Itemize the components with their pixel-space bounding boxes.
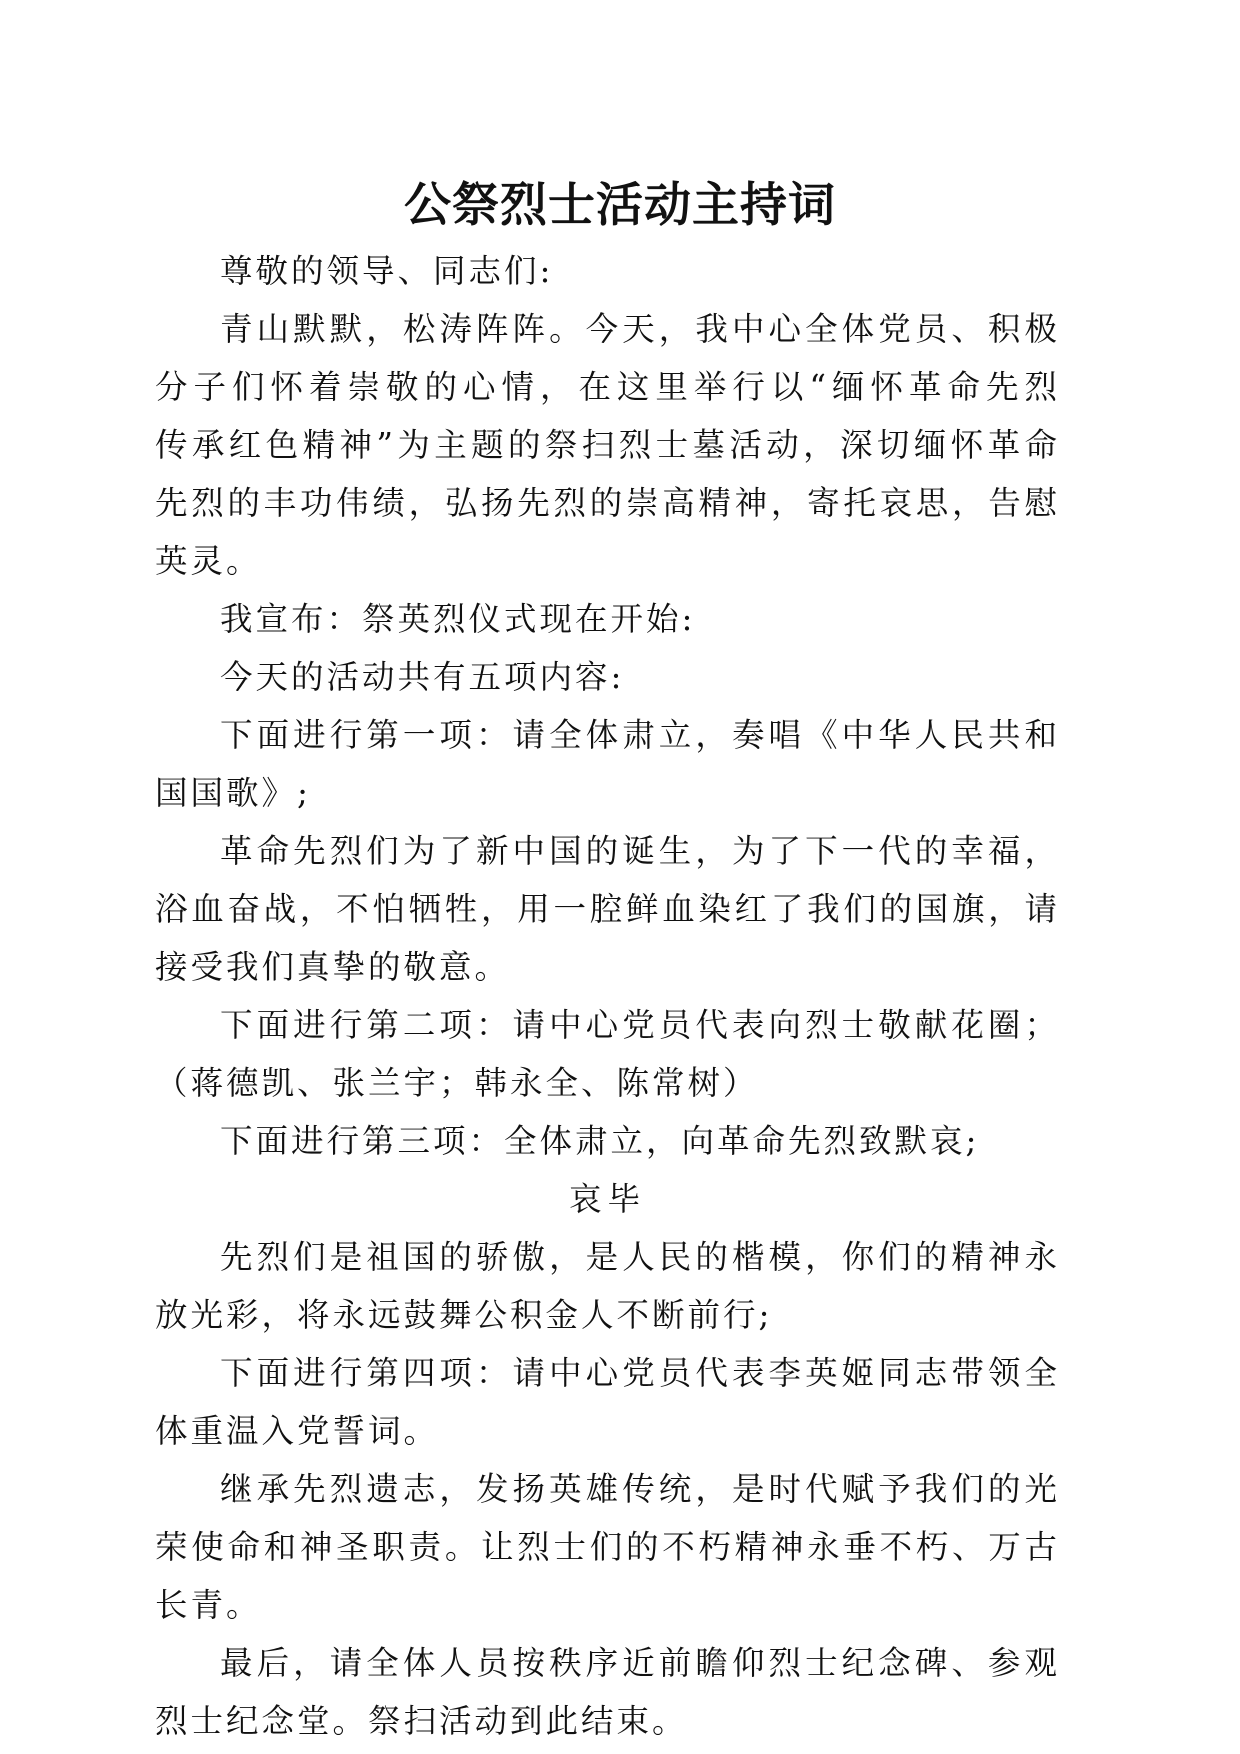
- tribute-paragraph: 革命先烈们为了新中国的诞生，为了下一代的幸福，浴血奋战，不怕牺牲，用一腔鲜血染红了我们的国旗，请接受我们真挚的敬意。: [155, 832, 1060, 986]
- silence-end: 哀毕: [568, 1180, 646, 1218]
- item-three: 下面进行第三项：全体肃立，向革命先烈致默哀;: [220, 1122, 980, 1160]
- opening-paragraph: 青山默默，松涛阵阵。今天，我中心全体党员、积极分子们怀着崇敬的心情，在这里举行以“缅怀革命先烈 传承红色精神”为主题的祭扫烈士墓活动，深切缅怀革命先烈的丰功伟绩，弘扬先烈的崇高精神，寄托哀思，告慰英灵。: [155, 310, 1096, 580]
- item-four: 下面进行第四项：请中心党员代表李英姬同志带领全体重温入党誓词。: [155, 1354, 1060, 1450]
- document-body: [155, 242, 1096, 1750]
- martyrs-praise: 先烈们是祖国的骄傲，是人民的楷模，你们的精神永放光彩，将永远鼓舞公积金人不断前行;: [155, 1238, 1060, 1334]
- ceremony-start-announcement: 我宣布：祭英烈仪式现在开始:: [220, 600, 696, 638]
- agenda-intro: 今天的活动共有五项内容:: [220, 658, 625, 696]
- legacy-paragraph: 继承先烈遗志，发扬英雄传统，是时代赋予我们的光荣使命和神圣职责。让烈士们的不朽精神永垂不朽、万古长青。: [155, 1470, 1060, 1624]
- salutation: 尊敬的领导、同志们:: [220, 252, 554, 290]
- document-title: 公祭烈士活动主持词: [404, 178, 836, 233]
- closing-paragraph: 最后，请全体人员按秩序近前瞻仰烈士纪念碑、参观烈士纪念堂。祭扫活动到此结束。: [155, 1644, 1060, 1740]
- item-one: 下面进行第一项：请全体肃立，奏唱《中华人民共和国国歌》;: [155, 716, 1060, 812]
- item-two: 下面进行第二项：请中心党员代表向烈士敬献花圈；（蒋德凯、张兰宇；韩永全、陈常树）: [155, 1006, 1060, 1102]
